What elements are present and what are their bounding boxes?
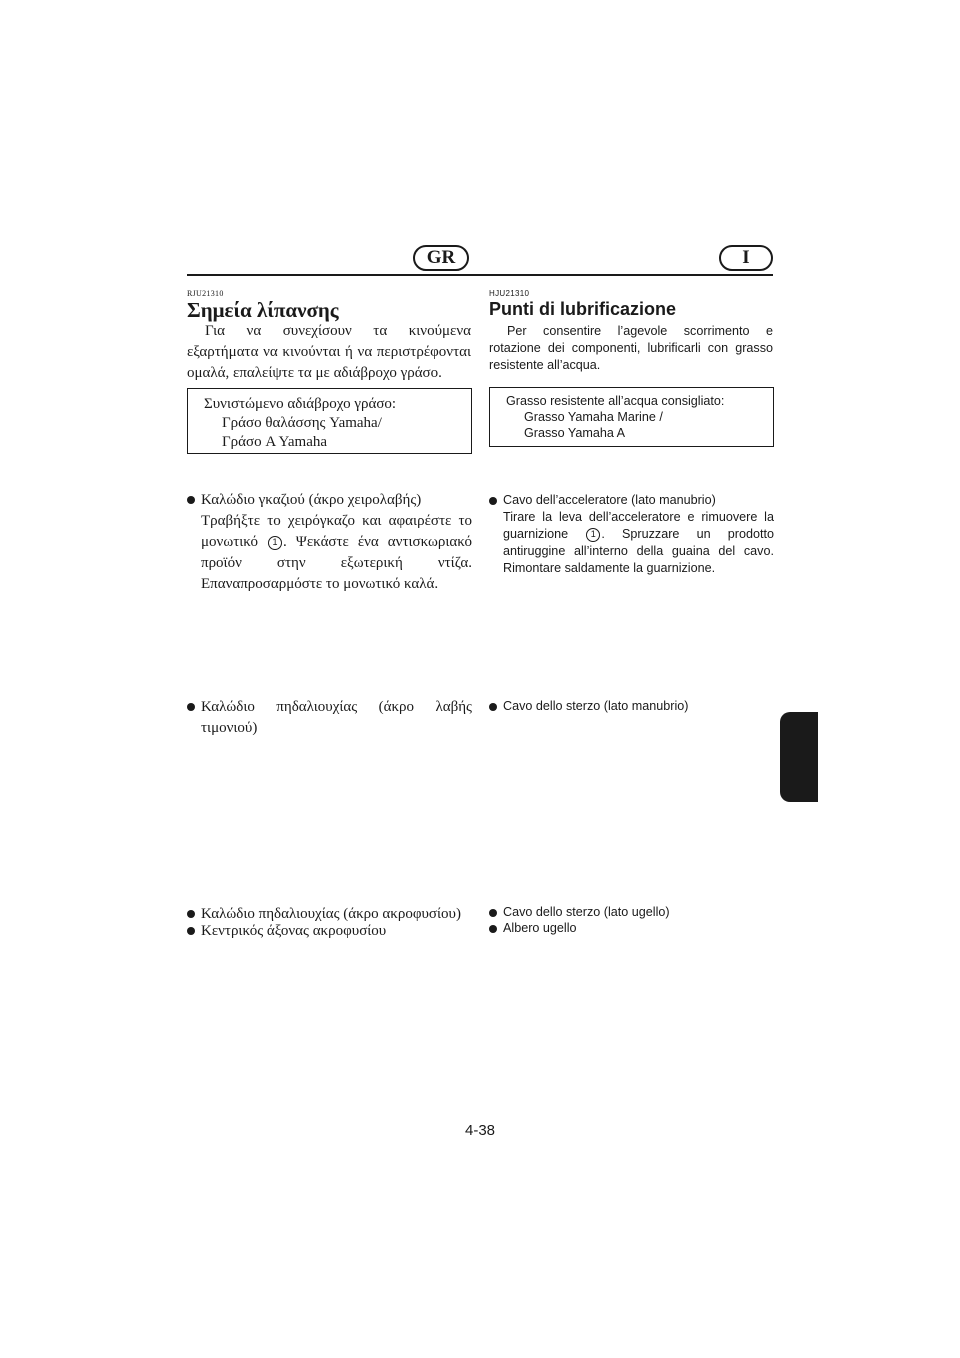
it-reference-marker-1: 1 <box>586 528 600 542</box>
it-section-title: Punti di lubrificazione <box>489 299 677 319</box>
page-number: 4-38 <box>464 1122 496 1139</box>
gr-bullet-steering-nozzle-title: Καλώδιο πηδαλιουχίας (άκρο ακροφυσίου) <box>201 906 461 922</box>
gr-bullet-throttle-text <box>201 511 472 595</box>
it-bullet-nozzle-shaft <box>489 920 774 937</box>
gr-intro-paragraph: Για να συνεχίσουν τα κινούμενα εξαρτήματα να κινούνται ή να περιστρέφονται ομαλά, επαλείψτε τα με αδιάβροχο γράσο. <box>187 323 471 381</box>
it-recommended-grease-box <box>489 387 774 447</box>
it-grease-line2: Grasso Yamaha A <box>524 426 626 440</box>
language-badge-greek <box>413 245 469 271</box>
gr-grease-line1: Γράσο θαλάσσης Yamaha/ <box>222 415 382 431</box>
gr-bullet-throttle-cable <box>187 490 472 595</box>
it-bullet-steering-cable-nozzle <box>489 904 774 921</box>
it-bullet-steering-cable-handle <box>489 698 774 715</box>
header-divider <box>187 274 773 276</box>
it-bullet-throttle-title: Cavo dell’acceleratore (lato manubrio) <box>503 493 716 507</box>
gr-section-code: RJU21310 <box>187 289 224 298</box>
gr-reference-marker-1: 1 <box>268 536 282 550</box>
it-bullet-throttle-text <box>503 509 774 577</box>
gr-grease-label: Συνιστώμενο αδιάβροχο γράσο: <box>204 396 397 412</box>
bullet-icon <box>187 703 195 711</box>
it-grease-line1: Grasso Yamaha Marine / <box>524 410 663 424</box>
it-bullet-nozzle-shaft-title: Albero ugello <box>503 921 577 935</box>
gr-section-title: Σημεία λίπανσης <box>187 298 339 322</box>
bullet-icon <box>489 703 497 711</box>
gr-bullet-steering-cable-handle <box>187 697 472 739</box>
gr-bullet-nozzle-shaft-title: Κεντρικός άξονας ακροφυσίου <box>201 923 387 939</box>
it-intro-paragraph: Per consentire l’agevole scorrimento e rotazione dei componenti, lubrificarli con grasso resistente all’acqua. <box>489 324 773 372</box>
gr-throttle-text-b: . Ψεκάστε ένα αντισκωριακό προϊόν στην εξωτερική ντίζα. Επαναπροσαρμόστε το μονωτικό καλά. <box>201 534 473 592</box>
gr-bullet-throttle-title: Καλώδιο γκαζιού (άκρο χειρολαβής) <box>201 492 422 508</box>
it-section-code: HJU21310 <box>489 289 530 298</box>
gr-throttle-text-a: Τραβήξτε το χειρόγκαζο και αφαιρέστε το μονωτικό <box>201 513 472 550</box>
language-badge-italian-label: I <box>742 247 750 268</box>
bullet-icon <box>489 925 497 933</box>
bullet-icon <box>489 497 497 505</box>
gr-bullet-steering-handle-title: Καλώδιο πηδαλιουχίας (άκρο λαβής τιμονιού) <box>201 699 472 736</box>
chapter-side-tab <box>780 712 818 802</box>
bullet-icon <box>187 496 195 504</box>
it-grease-label: Grasso resistente all’acqua consigliato: <box>506 394 725 408</box>
it-throttle-text-b: . Spruzzare un prodotto antiruggine all’interno della guaina del cavo. Rimontare saldamente la guarnizione. <box>503 527 774 575</box>
it-throttle-text-a: Tirare la leva dell’acceleratore e rimuovere la guarnizione <box>503 510 774 541</box>
it-bullet-steering-nozzle-title: Cavo dello sterzo (lato ugello) <box>503 905 670 919</box>
bullet-icon <box>187 927 195 935</box>
gr-bullet-nozzle-shaft <box>187 921 472 942</box>
language-badge-italian <box>719 245 773 271</box>
it-bullet-throttle-cable <box>489 492 774 577</box>
bullet-icon <box>489 909 497 917</box>
bullet-icon <box>187 910 195 918</box>
gr-recommended-grease-box <box>187 388 472 454</box>
language-badge-greek-label: GR <box>426 247 456 268</box>
it-bullet-steering-handle-title: Cavo dello sterzo (lato manubrio) <box>503 699 689 713</box>
gr-grease-line2: Γράσο A Yamaha <box>222 434 328 450</box>
